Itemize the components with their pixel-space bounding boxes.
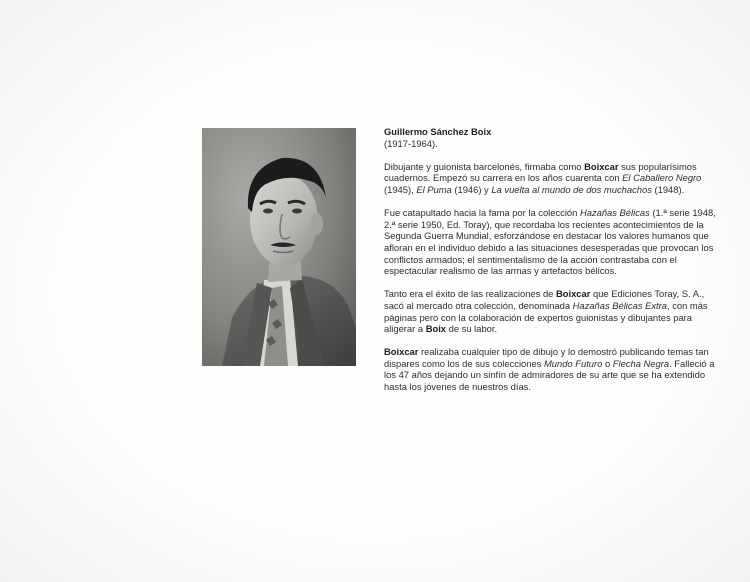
italic-title: Mundo Futuro	[543, 357, 603, 369]
biography-paragraph-3	[384, 288, 720, 334]
bold-text: Boix	[425, 323, 447, 335]
biography-paragraph-2	[384, 207, 720, 277]
text-run: Fue catapultado hacia la fama por la colección	[384, 207, 580, 219]
biography-paragraph-4	[384, 346, 720, 392]
italic-title: La vuelta al mundo de dos muchachos	[491, 183, 652, 195]
text-run: o	[602, 357, 613, 369]
text-run: Tanto era el éxito de las realizaciones de	[384, 288, 556, 300]
italic-title: Hazañas Bélicas	[579, 207, 650, 219]
text-run: que Ediciones Toray, S. A., sacó al mercado otra colección, denominada	[384, 288, 705, 311]
bold-text: Boixcar	[384, 346, 419, 358]
text-run: , con más páginas pero con la colaboración de expertos guionistas y dibujantes para aligerar a	[384, 299, 708, 335]
italic-title: Flecha Negra	[612, 357, 670, 369]
text-run: sus popularísimos cuadernos. Empezó su carrera en los años cuarenta con	[384, 160, 697, 184]
biography-years: (1917-1964).	[384, 137, 438, 149]
portrait-photo	[202, 128, 356, 366]
text-run: realizaba cualquier tipo de dibujo y lo demostró publicando temas tan dispares como los de sus colecciones	[384, 346, 709, 369]
text-run: Dibujante y guionista barcelonés, firmaba como	[384, 160, 585, 172]
biography-paragraph-1	[384, 161, 720, 196]
bold-text: Boixcar	[555, 288, 591, 300]
italic-title: El Caballero Negro	[622, 172, 702, 184]
text-run: (1948).	[651, 183, 685, 195]
text-run: (1945),	[384, 183, 417, 195]
text-run: (1946) y	[451, 183, 492, 195]
text-run: de su labor.	[446, 323, 498, 335]
biography-text	[384, 126, 720, 404]
italic-title: El Puma	[416, 183, 452, 195]
biography-name: Guillermo Sánchez Boix	[384, 126, 492, 137]
bold-text: Boixcar	[584, 160, 619, 172]
text-run: . Falleció a los 47 años dejando un sinfín de admiradores de su arte que se ha extendido hasta los jóvenes de nuestros días.	[384, 357, 715, 393]
italic-title: Hazañas Bélicas Extra	[572, 299, 667, 311]
text-run: (1.ª serie 1948, 2.ª serie 1950, Ed. Toray), que recordaba los recientes acontecimientos de la Segunda Guerra Mundial, esforzándose en destacar los valores humanos que afloran en el individuo debido a las situaciones desesperadas que provocan los conflictos armados; el sentimentalismo de la acción contrastaba con el espectacular realismo de las armas y artefactos bélicos.	[384, 207, 716, 277]
